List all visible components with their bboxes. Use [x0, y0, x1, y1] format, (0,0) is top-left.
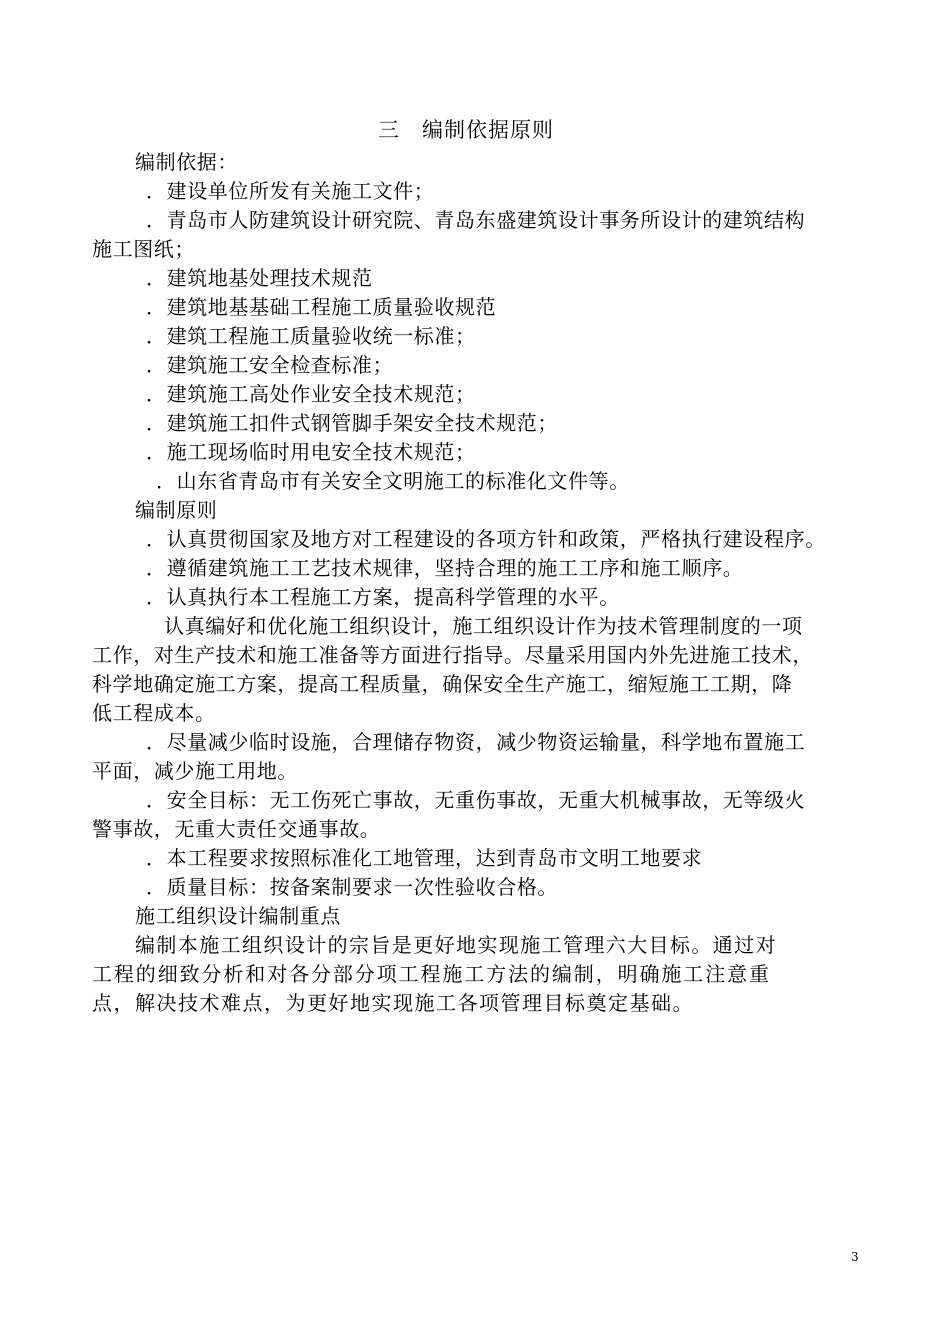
basis-item: ．青岛市人防建筑设计研究院、青岛东盛建筑设计事务所设计的建筑结构	[146, 208, 806, 232]
focus-line: 编制本施工组织设计的宗旨是更好地实现施工管理六大目标。通过对	[135, 933, 777, 957]
principle-line: ．本工程要求按照标准化工地管理，达到青岛市文明工地要求	[146, 846, 703, 870]
page-number: 3	[851, 1250, 859, 1264]
focus-line: 点，解决技术难点，为更好地实现施工各项管理目标奠定基础。	[92, 991, 694, 1015]
basis-item: ．建筑工程施工质量验收统一标准；	[146, 324, 476, 348]
focus-heading: 施工组织设计编制重点	[135, 904, 341, 928]
principle-line: 平面，减少施工用地。	[92, 759, 298, 783]
basis-item: ．山东省青岛市有关安全文明施工的标准化文件等。	[156, 469, 630, 493]
principle-line: 警事故，无重大责任交通事故。	[92, 817, 381, 841]
section-title: 三 编制依据原则	[378, 118, 554, 142]
principle-heading: 编制原则	[135, 498, 218, 522]
principle-line: 科学地确定施工方案，提高工程质量，确保安全生产施工，缩短施工工期，降	[92, 672, 793, 696]
basis-item: ．施工现场临时用电安全技术规范；	[146, 440, 476, 464]
principle-line: 认真编好和优化施工组织设计，施工组织设计作为技术管理制度的一项	[164, 614, 803, 638]
basis-heading: 编制依据：	[135, 150, 238, 174]
principle-line: ．认真贯彻国家及地方对工程建设的各项方针和政策，严格执行建设程序。	[146, 527, 826, 551]
basis-item: ．建筑施工安全检查标准；	[146, 353, 394, 377]
principle-line: ．质量目标：按备案制要求一次性验收合格。	[146, 875, 558, 899]
basis-item: ．建筑地基基础工程施工质量验收规范	[146, 295, 497, 319]
principle-line: ．认真执行本工程施工方案，提高科学管理的水平。	[146, 585, 620, 609]
basis-item-continuation: 施工图纸；	[92, 237, 195, 261]
basis-item: ．建设单位所发有关施工文件；	[146, 179, 435, 203]
focus-line: 工程的细致分析和对各分部分项工程施工方法的编制，明确施工注意重	[92, 962, 771, 986]
basis-item: ．建筑地基处理技术规范	[146, 266, 373, 290]
principle-line: 工作，对生产技术和施工准备等方面进行指导。尽量采用国内外先进施工技术，	[92, 643, 813, 667]
basis-item: ．建筑施工高处作业安全技术规范；	[146, 382, 476, 406]
principle-line: 低工程成本。	[92, 701, 216, 725]
principle-line: ．遵循建筑施工工艺技术规律，坚持合理的施工工序和施工顺序。	[146, 556, 744, 580]
basis-item: ．建筑施工扣件式钢管脚手架安全技术规范；	[146, 411, 558, 435]
principle-line: ．安全目标：无工伤死亡事故，无重伤事故，无重大机械事故，无等级火	[146, 788, 806, 812]
principle-line: ．尽量减少临时设施，合理储存物资，减少物资运输量，科学地布置施工	[146, 730, 806, 754]
